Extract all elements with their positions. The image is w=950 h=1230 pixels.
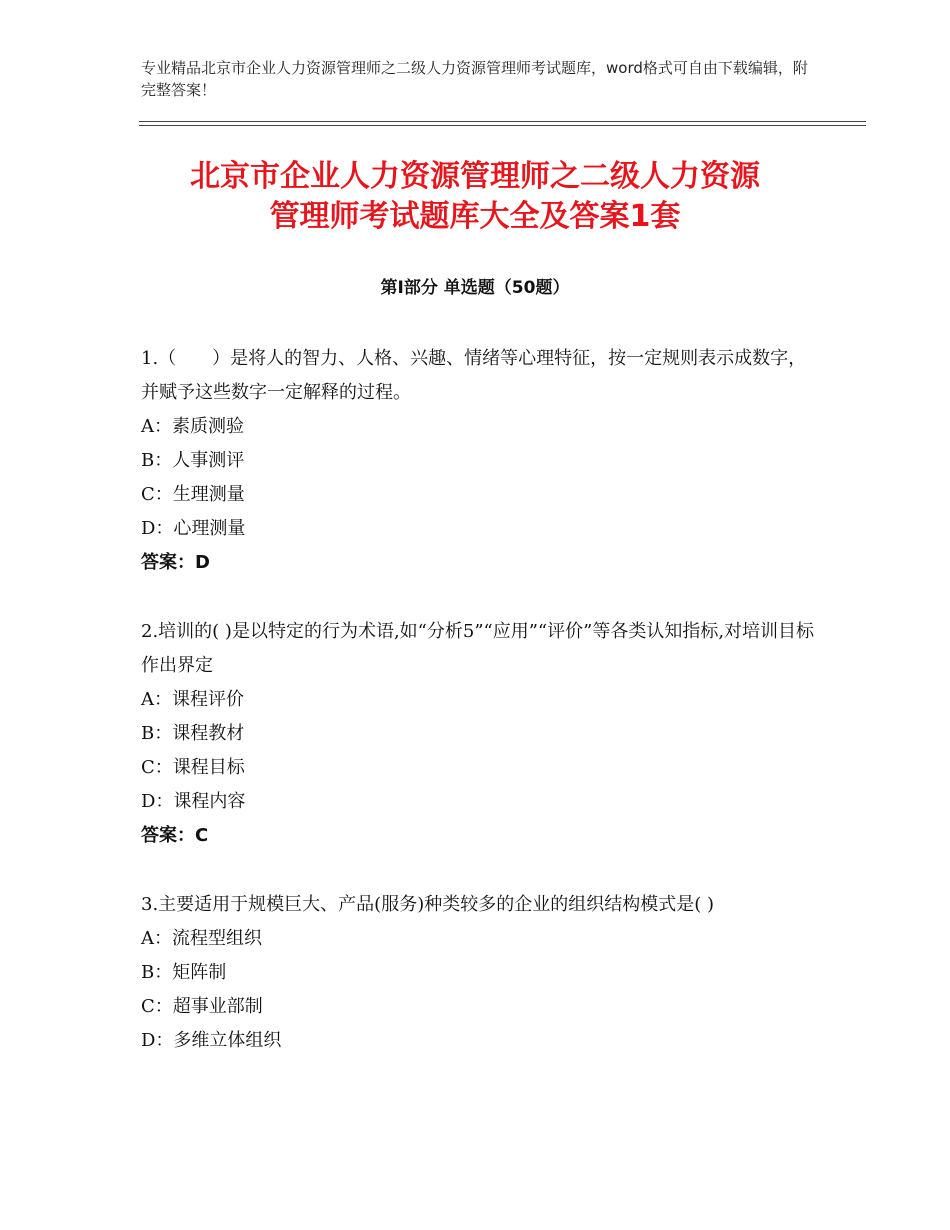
answer-label: 答案：C xyxy=(141,825,209,846)
option-b: B：人事测评 xyxy=(141,450,245,471)
question-stem: 3.主要适用于规模巨大、产品(服务)种类较多的企业的组织结构模式是( ) xyxy=(141,894,714,915)
option-c: C：生理测量 xyxy=(141,484,245,505)
option-c: C：超事业部制 xyxy=(141,996,263,1017)
option-b: B：课程教材 xyxy=(141,723,245,744)
document-title xyxy=(100,157,850,237)
option-a: A：素质测验 xyxy=(141,416,244,437)
header-rule-top xyxy=(139,121,866,122)
header-rule-bottom xyxy=(139,125,866,126)
question-3 xyxy=(141,888,821,1058)
section-title: 第Ⅰ部分 单选题（50题） xyxy=(380,278,570,298)
option-a: A：课程评价 xyxy=(141,689,244,710)
option-d: D：课程内容 xyxy=(141,791,246,812)
option-d: D：心理测量 xyxy=(141,518,246,539)
option-b: B：矩阵制 xyxy=(141,962,227,983)
question-stem: 2.培训的( )是以特定的行为术语,如“分析5”“应用”“评价”等各类认知指标,对培训目标作出界定 xyxy=(141,621,815,676)
document-title-line-1: 北京市企业人力资源管理师之二级人力资源 xyxy=(190,159,760,194)
answer-label: 答案：D xyxy=(141,552,210,573)
option-c: C：课程目标 xyxy=(141,757,245,778)
question-2 xyxy=(141,615,821,853)
question-1 xyxy=(141,342,821,580)
document-title-line-2: 管理师考试题库大全及答案1套 xyxy=(269,199,681,234)
header-note: 专业精品北京市企业人力资源管理师之二级人力资源管理师考试题库，word格式可自由下载编辑，附完整答案！ xyxy=(141,59,808,99)
option-d: D：多维立体组织 xyxy=(141,1030,282,1051)
question-stem: 1.（ ）是将人的智力、人格、兴趣、情绪等心理特征，按一定规则表示成数字，并赋予这些数字一定解释的过程。 xyxy=(141,348,807,403)
option-a: A：流程型组织 xyxy=(141,928,262,949)
